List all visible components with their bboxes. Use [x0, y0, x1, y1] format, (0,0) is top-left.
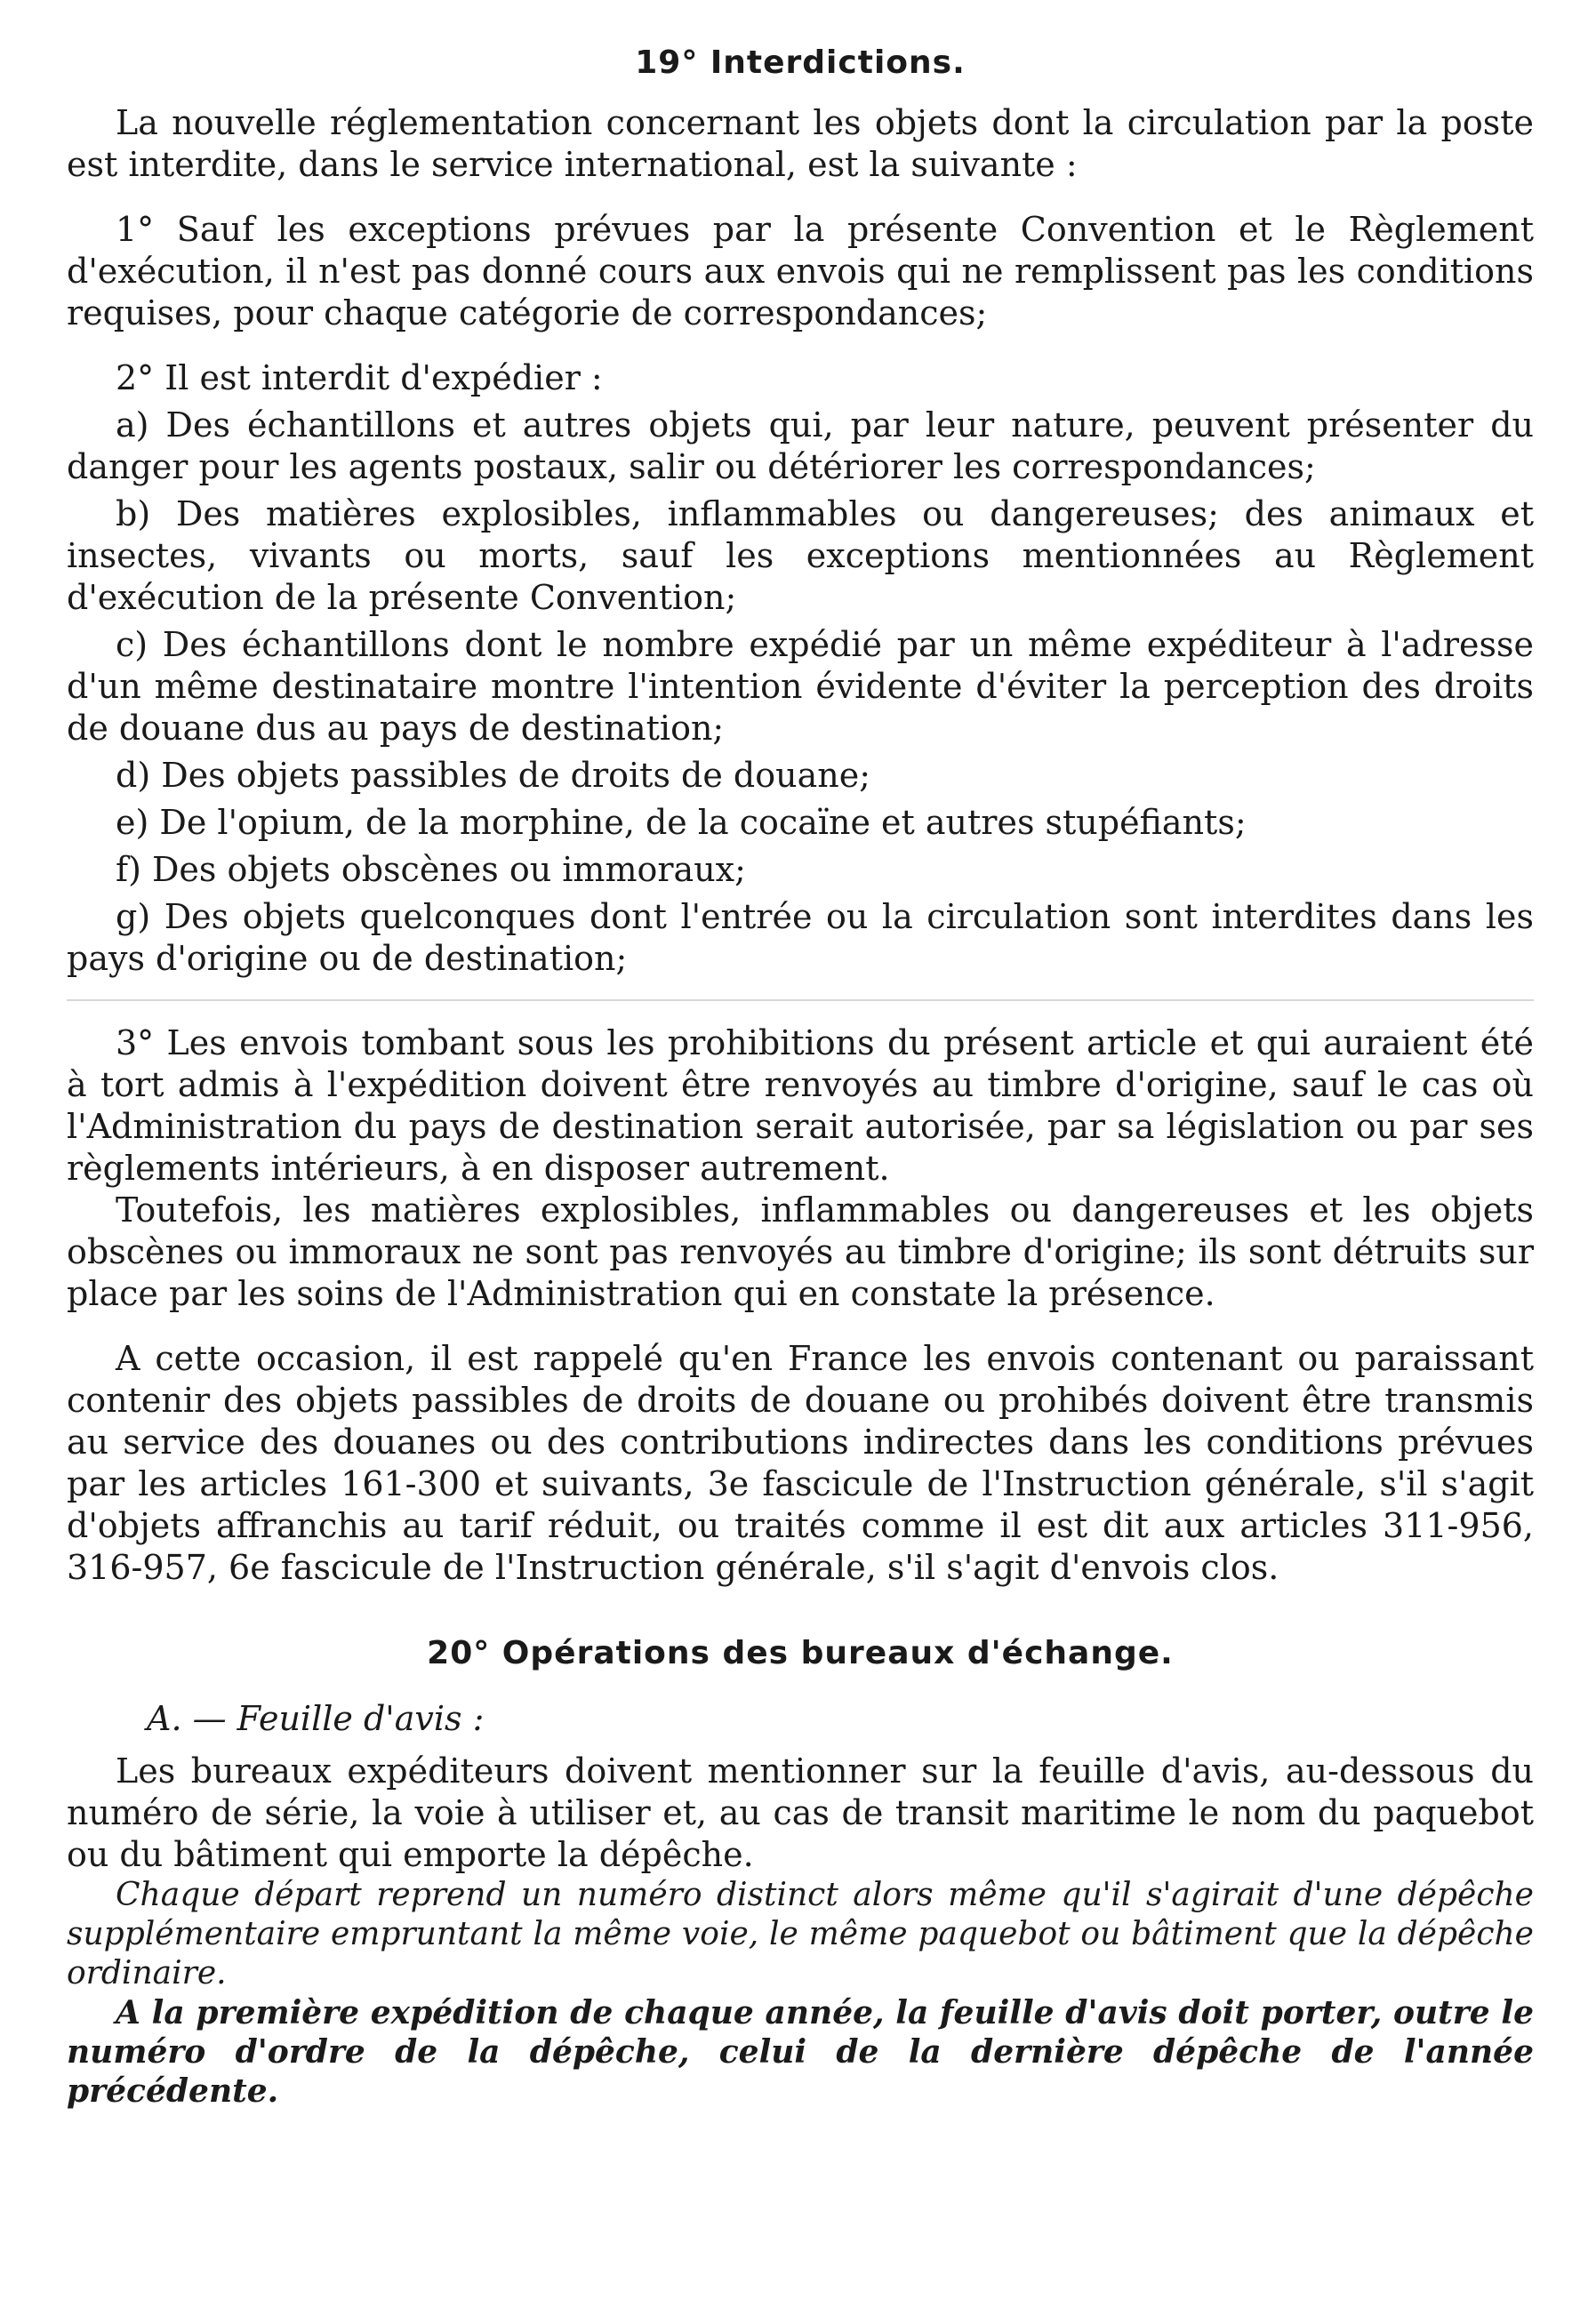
france-note: A cette occasion, il est rappelé qu'en France les envois contenant ou paraissant contenir des objets passibles de droits de douane ou prohibés doivent être transmis au service des douanes ou des contributions indirectes dans les conditions prévues par les articles 161-300 et suivants, 3e fascicule de l'Instruction générale, s'il s'agit d'objets affranchis au tarif réduit, ou traités comme il est dit aux articles 311-956, 316-957, 6e fascicule de l'Instruction générale, s'il s'agit d'envois clos. — [67, 1339, 1534, 1587]
section-19-title: 19° Interdictions. — [635, 44, 966, 81]
item-c: c) Des échantillons dont le nombre expédié par un même expéditeur à l'adresse d'un même destinataire montre l'intention évidente d'éviter la perception des droits de douane dus au pays de destination; — [67, 625, 1534, 748]
section-19-intro: La nouvelle réglementation concernant les objets dont la circulation par la poste est interdite, dans le service international, est la suivante : — [67, 103, 1534, 184]
feuille-avis-subheading: A. — Feuille d'avis : — [147, 1699, 485, 1738]
point-2: 2° Il est interdit d'expédier : — [116, 358, 603, 397]
feuille-avis-paragraph-2: Chaque départ reprend un numéro distinct alors même qu'il s'agirait d'une dépêche supplémentaire empruntant la même voie, le même paquebot ou bâtiment que la dépêche ordinaire. — [67, 1877, 1534, 1991]
item-d: d) Des objets passibles de droits de douane; — [116, 756, 871, 795]
point-3-continuation: Toutefois, les matières explosibles, inflammables ou dangereuses et les objets obscènes ou immoraux ne sont pas renvoyés au timbre d'origine; ils sont détruits sur place par les soins de l'Administration qui en constate la présence. — [67, 1190, 1534, 1313]
item-a: a) Des échantillons et autres objets qui, par leur nature, peuvent présenter du danger pour les agents postaux, salir ou détériorer les correspondances; — [67, 405, 1534, 486]
feuille-avis-paragraph-3: A la première expédition de chaque année, la feuille d'avis doit porter, outre le numéro d'ordre de la dépêche, celui de la dernière dépêche de l'année précédente. — [67, 1994, 1534, 2110]
section-20-title: 20° Opérations des bureaux d'échange. — [427, 1635, 1174, 1671]
item-f: f) Des objets obscènes ou immoraux; — [116, 850, 746, 889]
point-3: 3° Les envois tombant sous les prohibitions du présent article et qui auraient été à tort admis à l'expédition doivent être renvoyés au timbre d'origine, sauf le cas où l'Administration du pays de destination serait autorisée, par sa législation ou par ses règlements intérieurs, à en disposer autrement. — [67, 1023, 1534, 1188]
feuille-avis-paragraph-1: Les bureaux expéditeurs doivent mentionner sur la feuille d'avis, au-dessous du numéro de série, la voie à utiliser et, au cas de transit maritime le nom du paquebot ou du bâtiment qui emporte la dépêche. — [67, 1751, 1534, 1874]
item-e: e) De l'opium, de la morphine, de la cocaïne et autres stupéfiants; — [116, 803, 1247, 842]
page-divider — [67, 999, 1534, 1001]
point-1: 1° Sauf les exceptions prévues par la présente Convention et le Règlement d'exécution, il n'est pas donné cours aux envois qui ne remplissent pas les conditions requises, pour chaque catégorie de correspondances; — [67, 210, 1534, 333]
item-b: b) Des matières explosibles, inflammables ou dangereuses; des animaux et insectes, vivants ou morts, sauf les exceptions mentionnées au Règlement d'exécution de la présente Convention; — [67, 494, 1534, 617]
item-g: g) Des objets quelconques dont l'entrée ou la circulation sont interdites dans les pays d'origine ou de destination; — [67, 897, 1534, 978]
